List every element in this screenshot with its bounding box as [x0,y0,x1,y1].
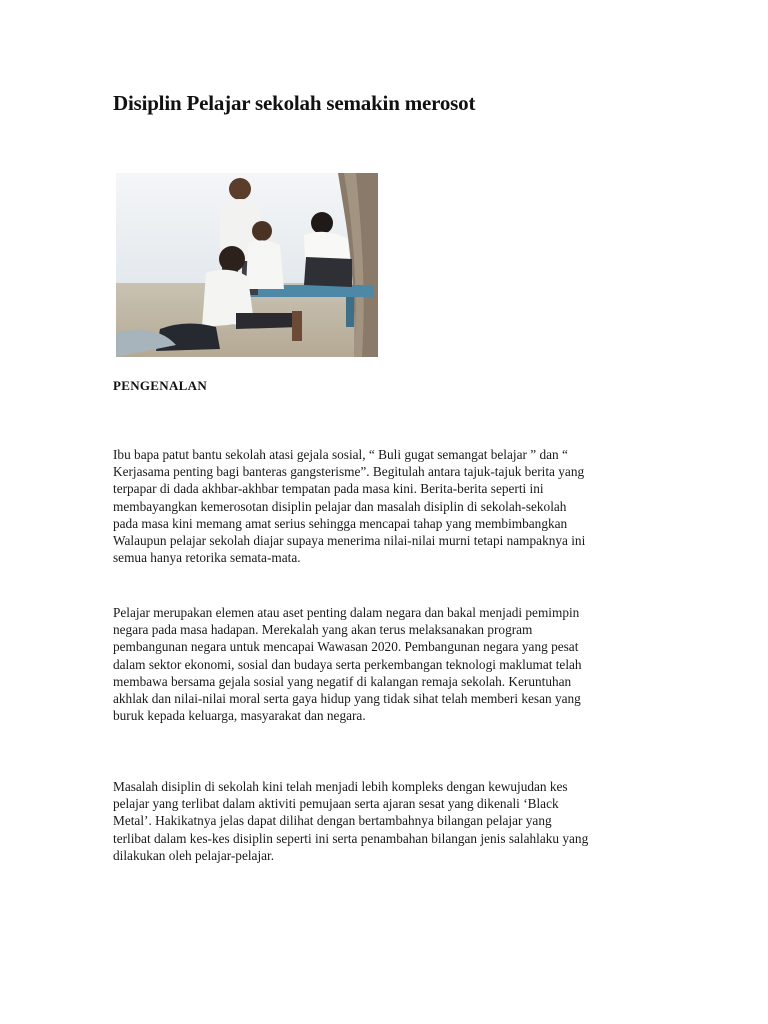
paragraph-line: Masalah disiplin di sekolah kini telah menjadi lebih kompleks dengan kewujudan kes [113,779,568,794]
paragraph-line: Walaupun pelajar sekolah diajar supaya menerima nilai-nilai murni tetapi nampaknya ini [113,533,586,549]
paragraph-line: terlibat dalam kes-kes disiplin seperti ini serta penambahan bilangan jenis salahlaku yang [113,830,589,846]
paragraph-line: pembangunan negara untuk mencapai Wawasan 2020. Pembangunan negara yang pesat [113,639,579,655]
page-title: Disiplin Pelajar sekolah semakin merosot [113,91,476,115]
paragraph-1 [113,446,658,566]
paragraph-line: akhlak dan nilai-nilai moral serta gaya hidup yang tidak sihat telah memberi kesan yang [113,691,581,707]
paragraph-line: dilakukan oleh pelajar-pelajar. [113,847,275,863]
paragraph-line: semua hanya retorika semata-mata. [113,550,301,566]
section-heading: PENGENALAN [113,378,208,393]
paragraph-line: negara pada masa hadapan. Merekalah yang akan terus melaksanakan program [113,622,533,638]
paragraph-line: terpapar di dada akhbar-akhbar tempatan pada masa kini. Berita-berita seperti ini [113,481,544,497]
paragraph-line: Pelajar merupakan elemen atau aset penting dalam negara dan bakal menjadi pemimpin [113,605,580,620]
paragraph-line: membayangkan kemerosotan disiplin pelajar dan masalah disiplin di sekolah-sekolah [113,498,567,514]
paragraph-line: dalam sektor ekonomi, sosial dan budaya serta perkembangan teknologi maklumat telah [113,656,582,672]
paragraph-line: Ibu bapa patut bantu sekolah atasi gejala sosial, “ Buli gugat semangat belajar ” dan “ [113,447,568,462]
paragraph-line: membawa bersama gejala sosial yang negatif di kalangan remaja sekolah. Keruntuhan [113,673,572,689]
paragraph-3 [113,778,658,864]
paragraph-2 [113,604,658,724]
students-photo-image [116,173,378,357]
students-photo [116,173,378,357]
paragraph-line: buruk kepada keluarga, masyarakat dan negara. [113,708,366,724]
paragraph-line: pada masa kini memang amat serius sehingga mencapai tahap yang membimbangkan [113,515,568,531]
paragraph-line: pelajar yang terlibat dalam aktiviti pemujaan serta ajaran sesat yang dikenali ‘Black [113,796,559,812]
paragraph-line: Kerjasama penting bagi banteras gangsterisme”. Begitulah antara tajuk-tajuk berita yang [113,464,585,480]
paragraph-line: Metal’. Hakikatnya jelas dapat dilihat dengan bertambahnya bilangan pelajar yang [113,813,552,829]
